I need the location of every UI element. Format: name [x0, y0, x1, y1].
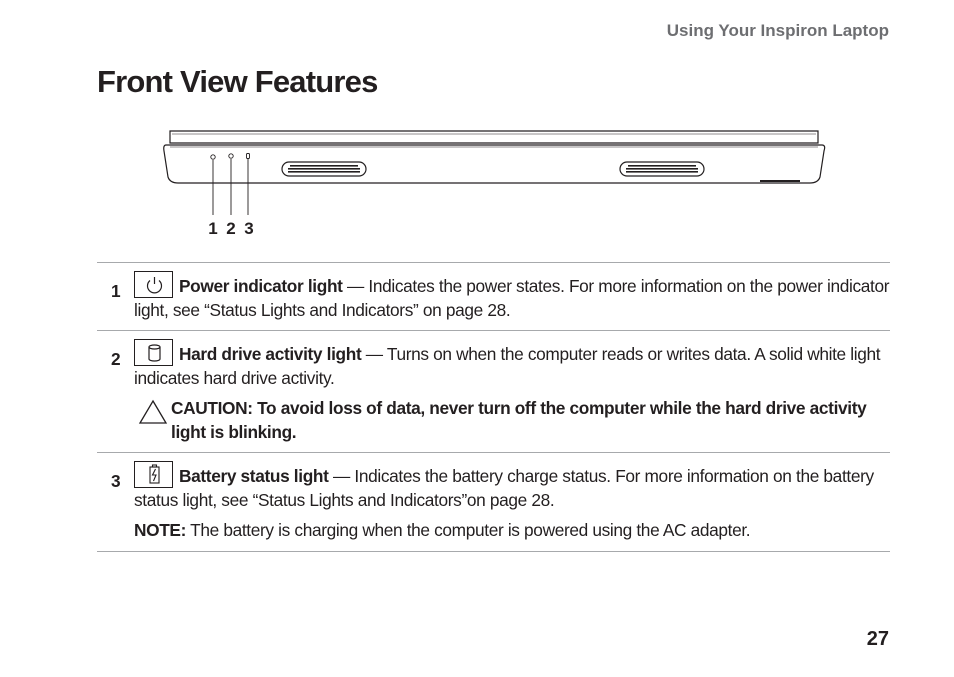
power-icon — [134, 271, 173, 298]
note-text: The battery is charging when the computer is powered using the AC adapter. — [186, 520, 751, 540]
caution-block — [134, 396, 890, 444]
feature-description: — Turns on when the computer reads or writes data. A solid white light indicates hard drive activity. — [134, 344, 881, 388]
laptop-front-view-illustration — [160, 125, 830, 245]
callout-1: 1 — [208, 219, 218, 238]
callout-3: 3 — [244, 219, 254, 238]
feature-number: 1 — [111, 281, 121, 301]
feature-description: — Indicates the battery charge status. For more information on the battery status light, see “Status Lights and Indicators”on page 28. — [134, 466, 874, 510]
battery-icon — [134, 461, 173, 488]
feature-term: Power indicator light — [179, 276, 343, 296]
callout-2: 2 — [226, 219, 236, 238]
page-title: Front View Features — [97, 64, 378, 99]
feature-table — [97, 262, 890, 552]
running-header: Using Your Inspiron Laptop — [666, 21, 889, 40]
feature-term: Battery status light — [179, 466, 329, 486]
note-block — [134, 518, 890, 542]
feature-number: 2 — [111, 349, 121, 369]
feature-number: 3 — [111, 471, 121, 491]
feature-description: — Indicates the power states. For more information on the power indicator light, see “Status Lights and Indicators” on page 28. — [134, 276, 890, 320]
hard-drive-icon — [134, 339, 173, 366]
warning-triangle-icon — [138, 399, 168, 425]
feature-row-hard-drive — [97, 330, 890, 452]
caution-text: CAUTION: To avoid loss of data, never turn off the computer while the hard drive activity light is blinking. — [171, 398, 867, 442]
feature-row-battery — [97, 452, 890, 552]
feature-term: Hard drive activity light — [179, 344, 362, 364]
feature-row-power — [97, 262, 890, 330]
page-number: 27 — [866, 628, 889, 650]
note-label: NOTE: — [134, 520, 187, 540]
